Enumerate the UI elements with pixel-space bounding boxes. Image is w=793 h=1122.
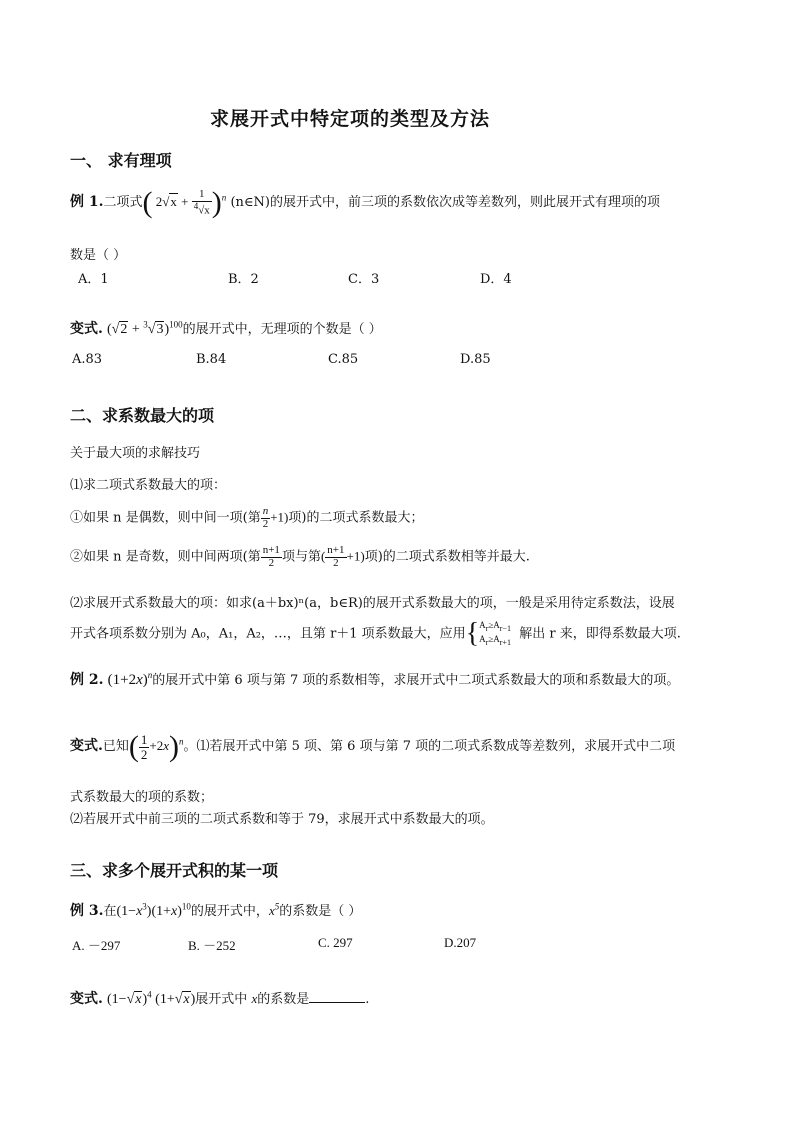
example-2-rest: 的展开式中第 6 项与第 7 项的系数相等，求展开式中二项式系数最大的项和系数最大的项。 (152, 673, 680, 688)
example-1-line2: 数是（ ） (70, 248, 127, 263)
variant-3 (70, 988, 369, 1008)
example-1-rest: 的展开式中，前三项的系数依次成等差数列，则此展开式有理项的项 (269, 194, 660, 210)
example-1-formula: ( 2√x + $\frac{1}{^4√x}$ )$^n$ (142, 186, 227, 219)
variant-1-option-b: B.84 (196, 352, 227, 367)
variant-1-label: 变式. (70, 321, 103, 337)
variant-3-end: . (365, 992, 370, 1007)
section-2-p5: 开式各项系数分别为 A₀，A₁，A₂，…，且第 r＋1 项系数最大，应用{Ar≥Ar−1 Ar≥Ar+1 解出 r 来，即得系数最大项. (70, 618, 681, 649)
example-2-formula: $(1+2x)^n$ (107, 670, 153, 688)
variant-2-rest: 。⑴若展开式中第 5 项、第 6 项与第 7 项的二项式系数成等差数列，求展开式中二项 (183, 738, 676, 754)
variant-2-lead: 已知 (102, 738, 129, 754)
variant-1-option-c: C.85 (328, 352, 359, 367)
p3-lead: ②如果 n 是奇数，则中间两项(第 (70, 549, 261, 565)
variant-3-formula: $(1-√x)^4$ (1+√x) (107, 989, 196, 1007)
example-1-label: 例 1. (70, 193, 104, 210)
example-3-option-d: D.207 (444, 935, 477, 950)
answer-blank[interactable] (309, 1002, 365, 1003)
page-title: 求展开式中特定项的类型及方法 (210, 108, 491, 130)
example-3-label: 例 3. (70, 903, 104, 919)
example-3-mid: 的展开式中， (190, 904, 269, 919)
example-3-option-c: C. 297 (318, 935, 353, 950)
variant-2 (70, 732, 675, 762)
section-2-p2: ①如果 n 是偶数，则中间一项(第 $\frac{n}{2}$ +1)项)的二项式系数最大； (70, 505, 424, 530)
p5-tail: 解出 r 来，即得系数最大项. (519, 626, 681, 642)
example-3-rest: 的系数是（ ） (279, 904, 362, 919)
variant-1-formula: $(√2 + ^3√3)^{100}$ (107, 319, 183, 337)
example-2 (70, 669, 679, 689)
example-1 (70, 188, 660, 218)
section-2-heading: 二、求系数最大的项 (70, 406, 215, 425)
p2-lead: ①如果 n 是偶数，则中间一项(第 (70, 510, 261, 526)
example-1-option-a: A．1 (78, 272, 109, 287)
example-3-formula: $(1-x^3)(1+x)^{10}$ (116, 901, 191, 919)
example-3-term: $x^5$ (268, 901, 280, 918)
variant-3-rest: 展开式中 (195, 992, 248, 1007)
variant-1-option-d: D.85 (460, 352, 491, 367)
inequality-system: Ar≥Ar−1 Ar≥Ar+1 (479, 620, 511, 647)
example-1-option-c: C．3 (348, 272, 380, 287)
p2-tail: 项)的二项式系数最大； (288, 510, 424, 526)
section-1-heading: 一、 求有理项 (70, 151, 172, 170)
example-1-cond: (n∈N) (230, 194, 270, 210)
example-3 (70, 900, 361, 920)
variant-1 (70, 318, 382, 338)
variant-2-line2: 式系数最大的项的系数； (70, 790, 214, 805)
variant-1-rest: 的展开式中，无理项的个数是（ ） (182, 322, 382, 337)
variant-1-option-a: A.83 (72, 352, 103, 367)
example-2-label: 例 2. (70, 672, 104, 688)
example-3-lead: 在 (103, 904, 117, 919)
example-3-option-a: A. －297 (72, 938, 121, 953)
section-2-p1: ⑴求二项式系数最大的项： (70, 478, 227, 493)
p5-lead: 开式各项系数分别为 A₀，A₁，A₂，…，且第 r＋1 项系数最大，应用 (70, 626, 466, 642)
example-3-option-b: B. －252 (188, 938, 236, 953)
variant-3-label: 变式. (70, 991, 103, 1007)
example-1-option-b: B．2 (228, 272, 259, 287)
variant-2-line3: ⑵若展开式中前三项的二项式系数和等于 79，求展开式中系数最大的项。 (70, 812, 494, 827)
example-1-lead: 二项式 (103, 194, 143, 210)
variant-2-label: 变式. (70, 737, 103, 754)
example-1-option-d: D．4 (480, 272, 512, 287)
p3-tail: 项)的二项式系数相等并最大. (364, 549, 530, 565)
p3-mid: 项与第 (281, 549, 321, 565)
section-2-intro: 关于最大项的求解技巧 (70, 446, 201, 461)
variant-3-rest2: 的系数是 (257, 992, 310, 1007)
section-3-heading: 三、求多个展开式积的某一项 (70, 861, 279, 880)
section-2-p3: ②如果 n 是奇数，则中间两项(第 $\frac{n+1}{2}$ 项与第( $\frac{n+1}{2}$ +1)项)的二项式系数相等并最大. (70, 544, 530, 569)
section-2-p4: ⑵求展开式系数最大的项：如求(a＋bx)ⁿ(a，b∈R)的展开式系数最大的项，一般是采用待定系数法，设展 (70, 596, 675, 611)
variant-3-term: x (251, 991, 258, 1006)
variant-2-formula: ( $\frac{1}{2}$ +2x)$^n$ (128, 730, 184, 763)
